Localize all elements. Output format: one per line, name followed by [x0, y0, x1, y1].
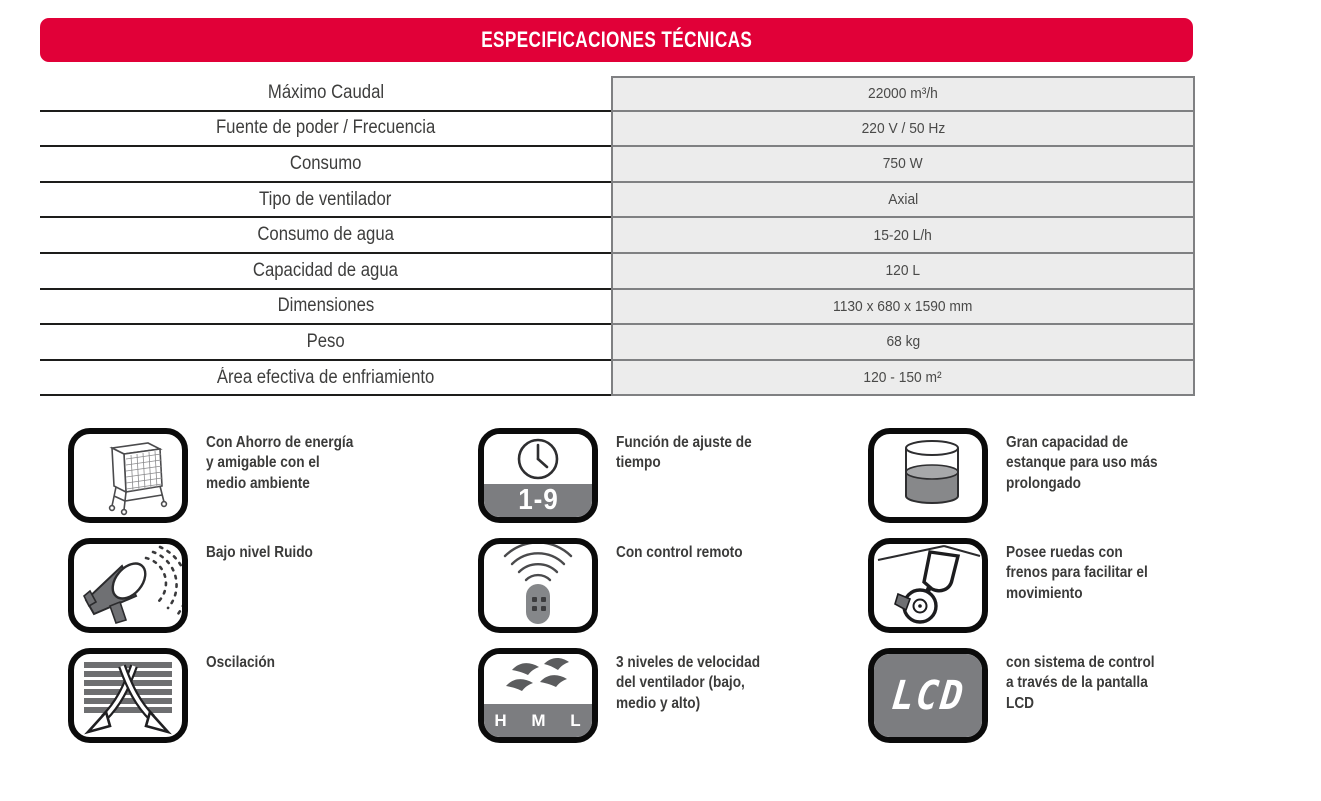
remote-control-icon [478, 538, 598, 633]
feature-timer [478, 428, 868, 538]
spec-label [40, 218, 611, 254]
speed-levels-badge: H M L [484, 704, 592, 737]
spec-value [611, 218, 1195, 254]
spec-value-text: 22000 m³/h [868, 85, 938, 103]
table-row [40, 147, 1195, 183]
spec-value-text: 220 V / 50 Hz [861, 119, 945, 137]
feature-remote-control [478, 538, 868, 648]
spec-label [40, 325, 611, 361]
feature-text: con sistema de control a través de la pantalla LCD [1006, 654, 1155, 712]
feature-water-tank [868, 428, 1268, 538]
feature-energy-saving [68, 428, 478, 538]
spec-label-text: Consumo [289, 152, 362, 174]
features-grid [68, 428, 1268, 758]
spec-value [611, 325, 1195, 361]
feature-oscillation [68, 648, 478, 758]
spec-label [40, 112, 611, 148]
page-title: ESPECIFICACIONES TÉCNICAS [480, 27, 753, 52]
timer-icon [478, 428, 598, 523]
spec-table [40, 76, 1195, 396]
feature-text: Con Ahorro de energía y amigable con el medio ambiente [206, 434, 354, 492]
spec-value [611, 290, 1195, 326]
feature-lcd [868, 648, 1268, 758]
spec-label-text: Tipo de ventilador [259, 188, 392, 210]
spec-label [40, 76, 611, 112]
spec-label-text: Capacidad de agua [252, 259, 399, 281]
timer-range-badge: 1-9 [484, 484, 592, 517]
water-tank-icon [868, 428, 988, 523]
feature-text: Con control remoto [616, 544, 743, 561]
feature-text: Bajo nivel Ruido [206, 544, 313, 561]
feature-text: Oscilación [206, 654, 275, 671]
table-row [40, 254, 1195, 290]
caster-wheel-icon [868, 538, 988, 633]
wind-waves-icon [484, 654, 592, 704]
feature-low-noise [68, 538, 478, 648]
spec-value [611, 361, 1195, 397]
clock-icon [484, 434, 592, 484]
table-row [40, 183, 1195, 219]
spec-value-text: 120 - 150 m² [863, 369, 943, 387]
air-cooler-icon [68, 428, 188, 523]
spec-label-text: Fuente de poder / Frecuencia [215, 117, 436, 139]
spec-value [611, 147, 1195, 183]
spec-value-text: 120 L [885, 262, 921, 280]
feature-text: Gran capacidad de estanque para uso más prolongado [1006, 434, 1158, 492]
table-row [40, 218, 1195, 254]
spec-label [40, 147, 611, 183]
spec-value [611, 76, 1195, 112]
spec-value-text: 1130 x 680 x 1590 mm [833, 297, 973, 315]
fan-speed-icon [478, 648, 598, 743]
table-row [40, 325, 1195, 361]
megaphone-icon [68, 538, 188, 633]
feature-text: 3 niveles de velocidad del ventilador (bajo, medio y alto) [616, 654, 761, 712]
feature-wheels [868, 538, 1268, 648]
feature-text: Función de ajuste de tiempo [616, 434, 752, 472]
spec-value-text: Axial [888, 191, 918, 209]
spec-value [611, 183, 1195, 219]
spec-label [40, 183, 611, 219]
title-banner [40, 18, 1193, 62]
spec-label [40, 254, 611, 290]
spec-label [40, 290, 611, 326]
spec-label-text: Dimensiones [277, 295, 374, 317]
lcd-display-icon [868, 648, 988, 743]
feature-fan-speed [478, 648, 868, 758]
oscillation-icon [68, 648, 188, 743]
lcd-screen: LCD [874, 654, 982, 737]
spec-value-text: 750 W [883, 155, 923, 173]
feature-text: Posee ruedas con frenos para facilitar el movimiento [1006, 544, 1148, 602]
table-row [40, 290, 1195, 326]
spec-value-text: 15-20 L/h [873, 226, 933, 244]
spec-value [611, 254, 1195, 290]
spec-value-text: 68 kg [886, 333, 920, 351]
spec-label-text: Máximo Caudal [267, 81, 384, 103]
spec-label-text: Consumo de agua [257, 224, 394, 246]
spec-value [611, 112, 1195, 148]
table-row [40, 112, 1195, 148]
spec-label-text: Área efectiva de enfriamiento [216, 366, 435, 388]
table-row [40, 361, 1195, 397]
spec-label [40, 361, 611, 397]
table-row [40, 76, 1195, 112]
spec-label-text: Peso [306, 330, 345, 352]
